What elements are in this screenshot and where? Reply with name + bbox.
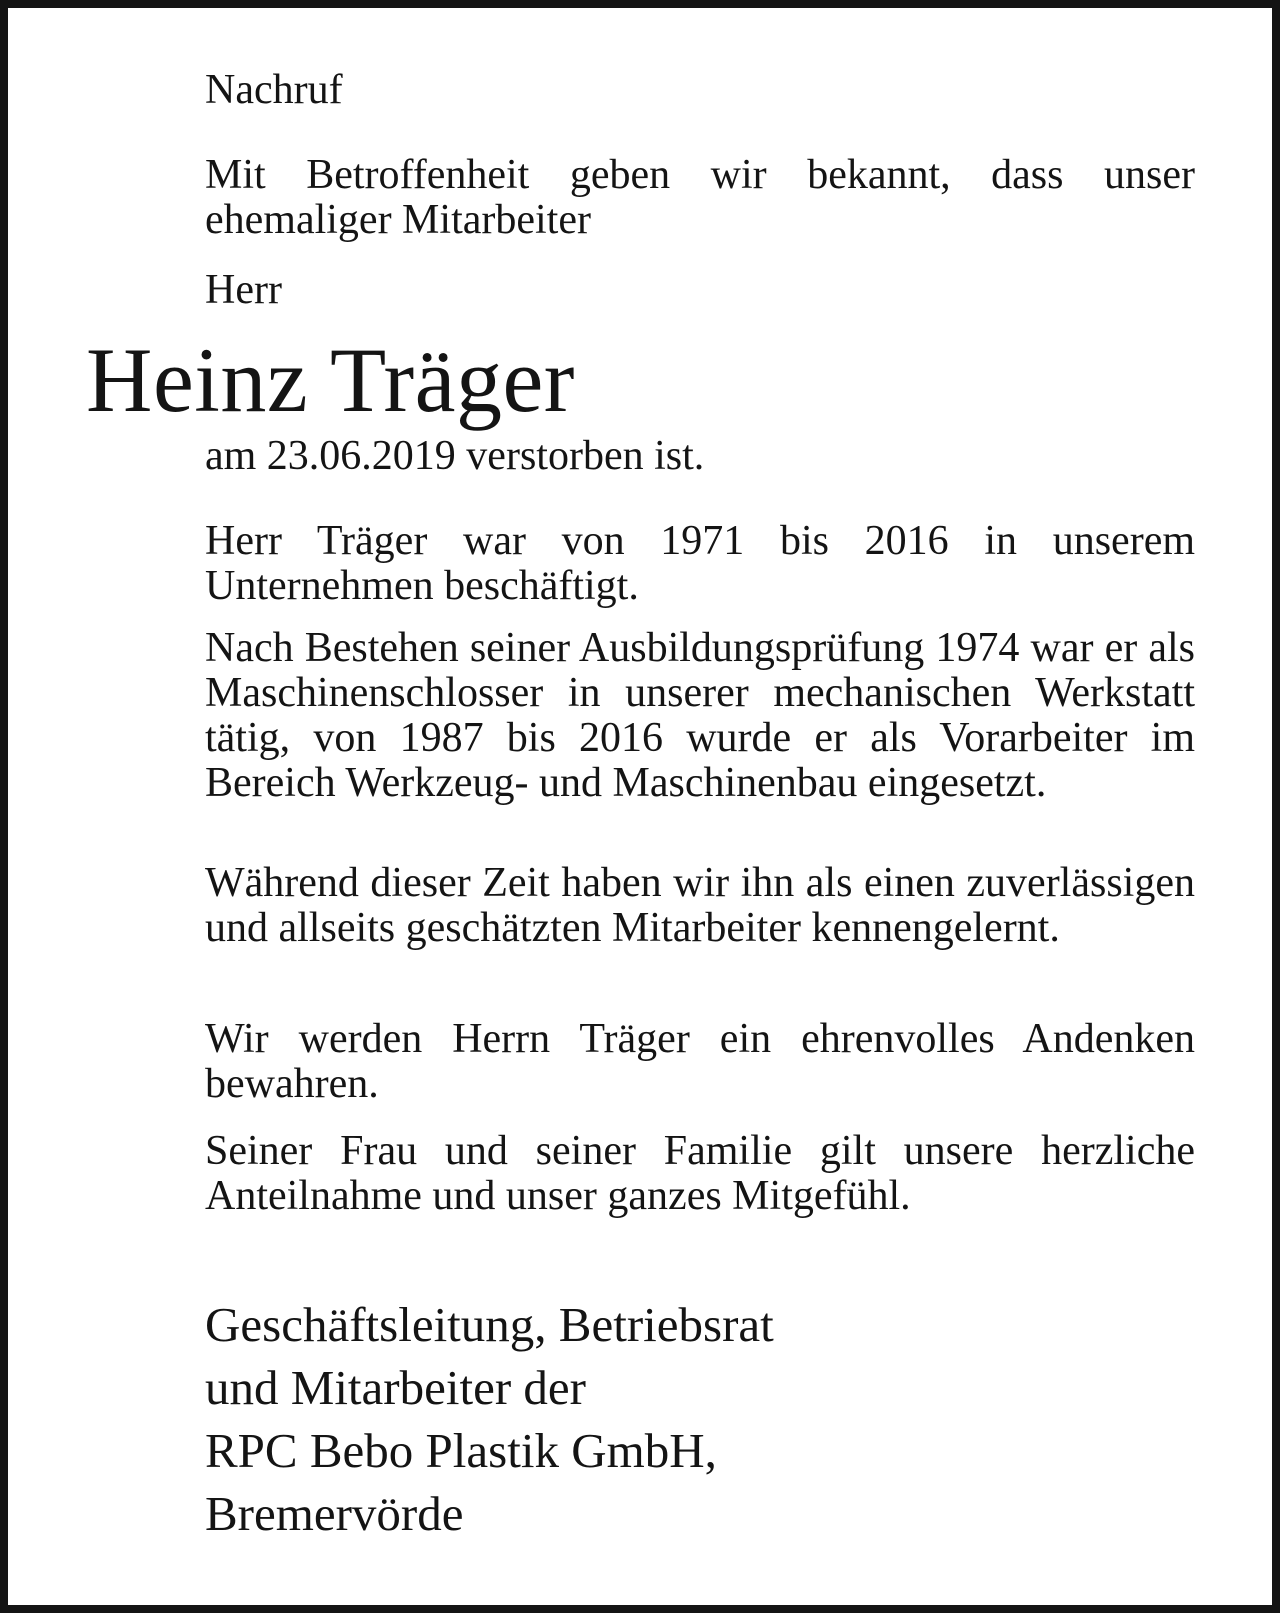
signature-block	[205, 1293, 1195, 1545]
paragraph-block	[205, 519, 1195, 609]
paragraph-employment: Herr Träger war von 1971 bis 2016 in unserem Unternehmen beschäftigt.	[205, 518, 1195, 609]
signature-line: Geschäftsleitung, Betriebsrat	[205, 1297, 774, 1352]
signature-line: Bremervörde	[205, 1486, 464, 1541]
paragraph-career: Nach Bestehen seiner Ausbildungsprüfung 1974 war er als Maschinenschlosser in unserer mechanischen Werkstatt tätig, von 1987 bis 2016 wurde er als Vorarbeiter im Bereich Werkzeug- und Maschinenbau eingesetzt.	[205, 625, 1195, 806]
deceased-name: Heinz Träger	[86, 329, 575, 431]
paragraph-block	[205, 626, 1195, 806]
paragraph-block	[205, 861, 1195, 951]
salutation: Herr	[205, 267, 282, 313]
signature-line: und Mitarbeiter der	[205, 1360, 586, 1415]
death-line-block	[205, 434, 1195, 479]
death-line: am 23.06.2019 verstorben ist.	[205, 433, 705, 479]
salutation-block	[205, 268, 1195, 313]
signature-line: RPC Bebo Plastik GmbH,	[205, 1423, 717, 1478]
paragraph-block	[205, 1017, 1195, 1107]
intro-block	[205, 153, 1195, 243]
intro-text: Mit Betroffenheit geben wir bekannt, dass unser ehemaliger Mitarbeiter	[205, 152, 1195, 243]
notice-heading: Nachruf	[205, 67, 343, 113]
paragraph-condolence: Seiner Frau und seiner Familie gilt unsere herzliche Anteilnahme und unser ganzes Mitgefühl.	[205, 1128, 1195, 1219]
paragraph-remembrance: Wir werden Herrn Träger ein ehrenvolles Andenken bewahren.	[205, 1016, 1195, 1107]
paragraph-appreciation: Während dieser Zeit haben wir ihn als einen zuverlässigen und allseits geschätzten Mitarbeiter kennengelernt.	[205, 860, 1195, 951]
paragraph-block	[205, 1129, 1195, 1219]
